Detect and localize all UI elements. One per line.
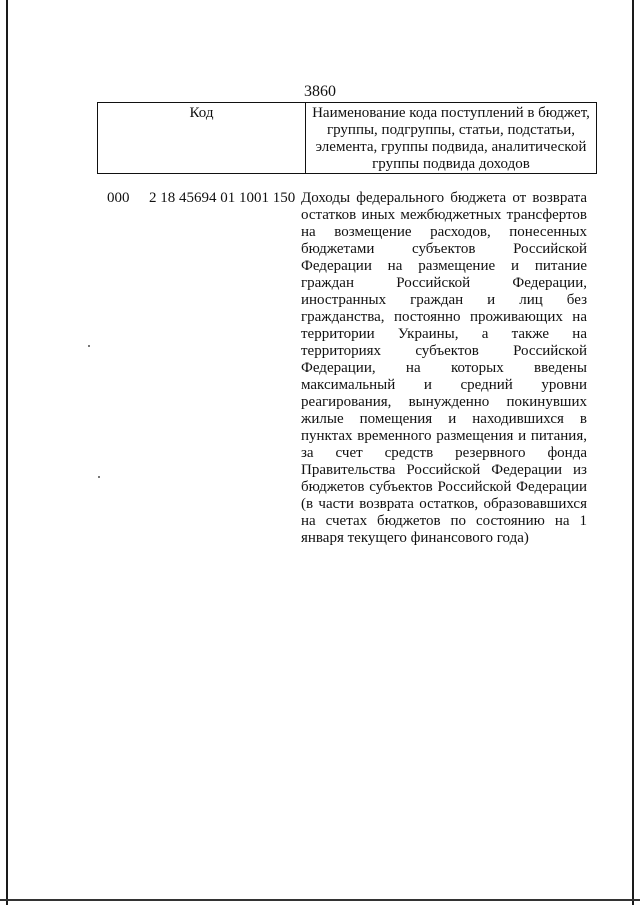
header-code: Код (98, 103, 306, 174)
budget-code: 2 18 45694 01 1001 150 (149, 190, 296, 206)
scan-border-right (632, 0, 634, 905)
page-number: 3860 (304, 83, 336, 100)
admin-code: 000 (107, 190, 130, 206)
scan-border-bottom (0, 899, 640, 901)
classification-table-header (97, 102, 597, 174)
header-name: Наименование кода поступлений в бюджет, группы, подгруппы, статьи, подстатьи, элемента, группы подвида, аналитической группы подвида доходов (306, 103, 597, 174)
scan-speck (88, 345, 90, 347)
scan-border-left (6, 0, 8, 905)
income-name: Доходы федерального бюджета от возврата остатков иных межбюджетных трансфертов на возмещение расходов, понесенных бюджетами субъектов Российской Федерации на размещение и питание граждан Российской Федерации, иностранных граждан и лиц без гражданства, постоянно проживающих на территории Украины, а также на территориях субъектов Российской Федерации, на которых введены максимальный и средний уровни реагирования, вынужденно покинувших жилые помещения и находившихся в пунктах временного размещения и питания, за счет средств резервного фонда Правительства Российской Федерации из бюджетов субъектов Российской Федерации (в части возврата остатков, образовавшихся на счетах бюджетов по состоянию на 1 января текущего финансового года) (301, 190, 587, 546)
scan-speck (98, 476, 100, 478)
